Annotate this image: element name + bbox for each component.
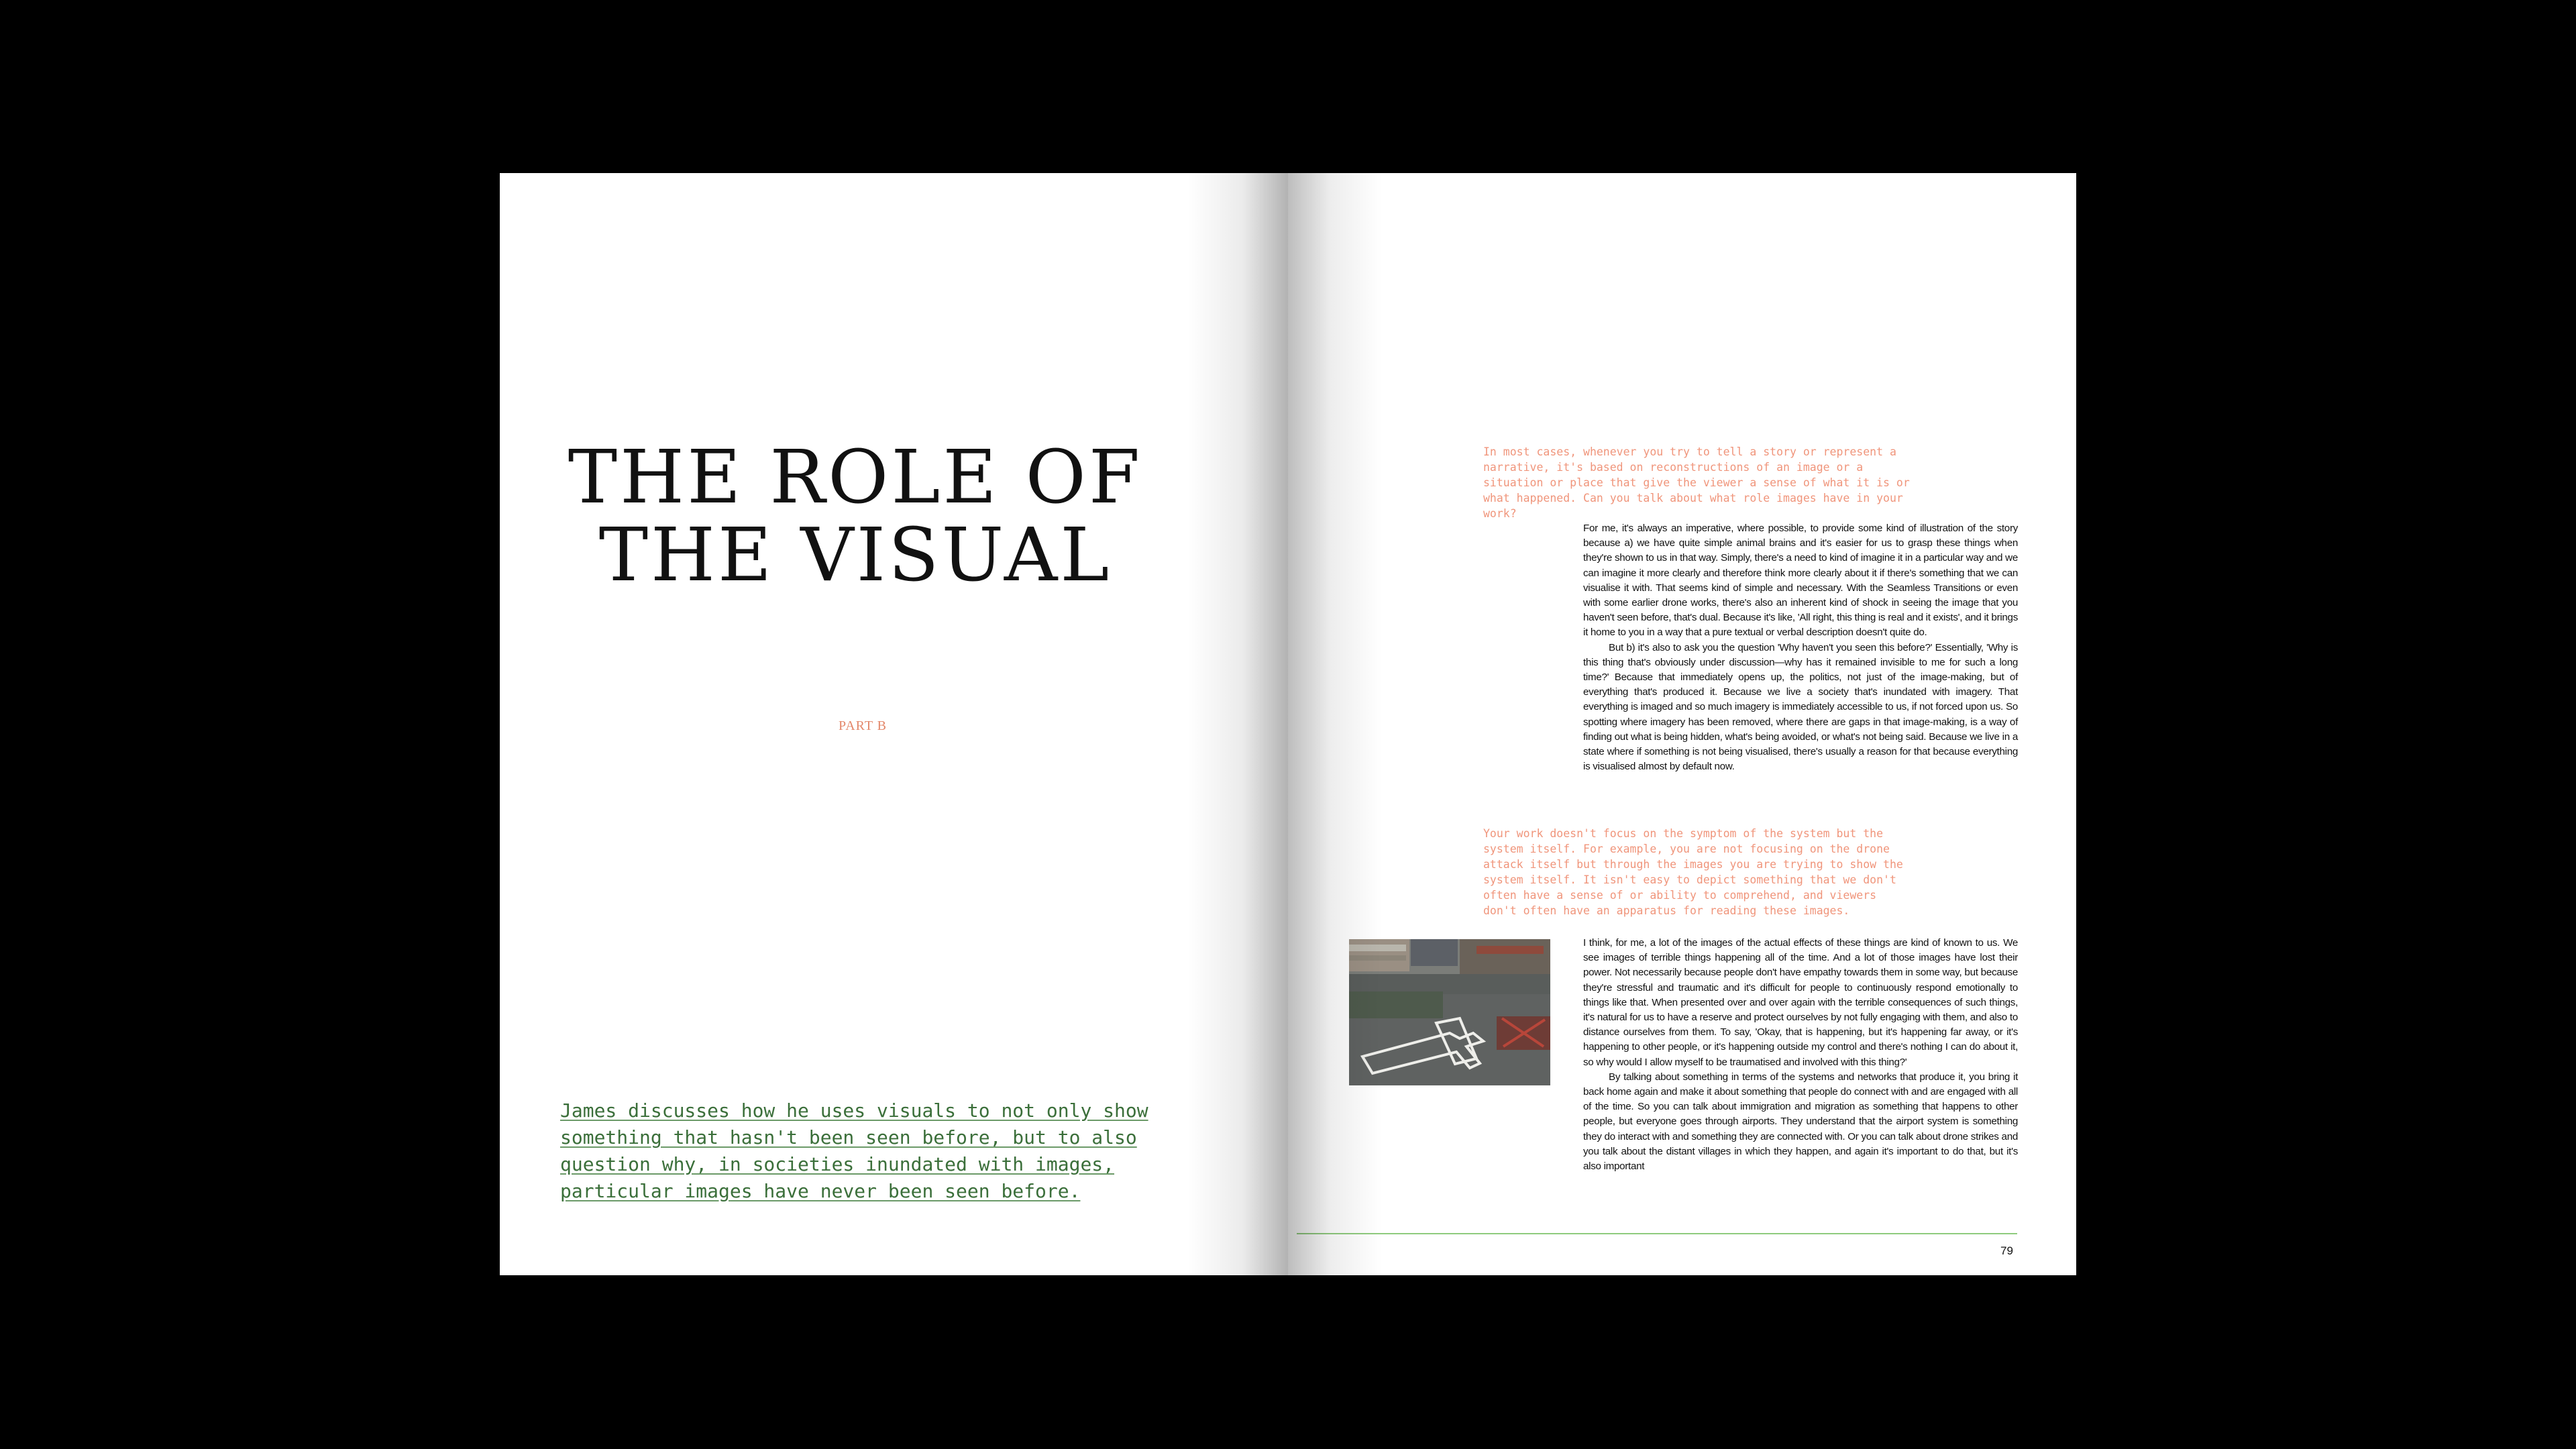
part-label: PART B: [838, 718, 888, 733]
title-line-2: THE VISUAL: [598, 512, 1112, 598]
answer-2-paragraph-1: I think, for me, a lot of the images of the actual effects of these things are kind of known to us. We see images of terrible things happening all of the time. And a lot of those images have lost their power. Not necessarily because people don't have empathy towards them in some way, but because they're stressful and traumatic and it's difficult for people to continuously respond emotionally to things like that. When presented over and over again with the terrible consequences of such things, it's natural for us to have a reserve and protect ourselves by not fully engaging with them, and also to distance ourselves from them. To say, 'Okay, that is happening, but it's happening far away, or it's happening to other people, or it's happening outside my control and there's nothing I can do about it, so why would I allow myself to be traumatised and involved with this thing?': [1583, 937, 2018, 1068]
interview-question-2: Your work doesn't focus on the symptom of the system but the system itself. For example, you are not focusing on the drone attack itself but through the images you are trying to show the system itself. It isn't easy to depict something that we don't often have a sense of or ability to comprehend, and viewers don't often have an apparatus for reading these images.: [1483, 827, 1903, 917]
interview-answer-1: [1583, 521, 2018, 774]
gutter-shadow: [1288, 173, 1382, 1275]
answer-2-paragraph-2: By talking about something in terms of the systems and networks that produce it, you bring it back home again and make it about something that people do connect with and are engaged with all of the time. So you can talk about immigration and migration as something that happens to other people, but everyone goes through airports. They understand that the airport system is something they do interact with and something they are connected with. Or you can talk about drone strikes and you talk about the distant villages in which they happen, and again it's important to do that, but it's also important: [1583, 1071, 2018, 1173]
answer-1-paragraph-2: But b) it's also to ask you the question 'Why haven't you seen this before?' Essentially, 'Why is this thing that's obviously under discussion—why has it remained invisible to me for such a long time?' Because that immediately opens up, the politics, not just of the image-making, but of everything that's produced it. Because we live a society that's inundated with imagery. That everything is imaged and so much imagery is immediately accessible to us, if not forced upon us. So spotting where imagery has been removed, where there are gaps in that image-making, is a way of finding out what is being hidden, what's being avoided, or what's not being said. Because we live in a state where if something is not being visualised, there's usually a reason for that because everything is visualised almost by default now.: [1583, 641, 2018, 773]
answer-1-paragraph-1: For me, it's always an imperative, where possible, to provide some kind of illustration of the story because a) we have quite simple animal brains and it's easier for us to grasp these things when they're shown to us in that way. Simply, there's a need to kind of imagine it in a particular way and we can imagine it more clearly and therefore think more clearly about it if there's something that we can visualise it with. That seems kind of simple and necessary. With the Seamless Transitions or even with some earlier drone works, there's also an inherent kind of shock in seeing the image that you haven't seen before, that's dual. Because it's like, 'All right, this thing is real and it exists', and it brings it home to you in a way that a pure textual or verbal description doesn't quite do.: [1583, 523, 2018, 639]
lead-text: James discusses how he uses visuals to not only show something that hasn't been seen before, but to also question why, in societies inundated with images, particular images have never been seen before.: [560, 1099, 1148, 1202]
title-line-1: THE ROLE OF: [568, 434, 1143, 520]
left-page: [500, 173, 1288, 1275]
lead-paragraph: [560, 1097, 1171, 1205]
right-page: [1288, 173, 2076, 1275]
interview-answer-2: [1583, 936, 2018, 1174]
chapter-title: [500, 434, 1211, 598]
drone-outline-photo: [1349, 939, 1550, 1085]
interview-question-1: In most cases, whenever you try to tell a story or represent a narrative, it's based on reconstructions of an image or a situation or place that give the viewer a sense of what it is or what happened. Can you talk about what role images have in your work?: [1483, 445, 1910, 520]
page-number: 79: [2000, 1244, 2013, 1257]
footer-rule: [1297, 1233, 2017, 1234]
